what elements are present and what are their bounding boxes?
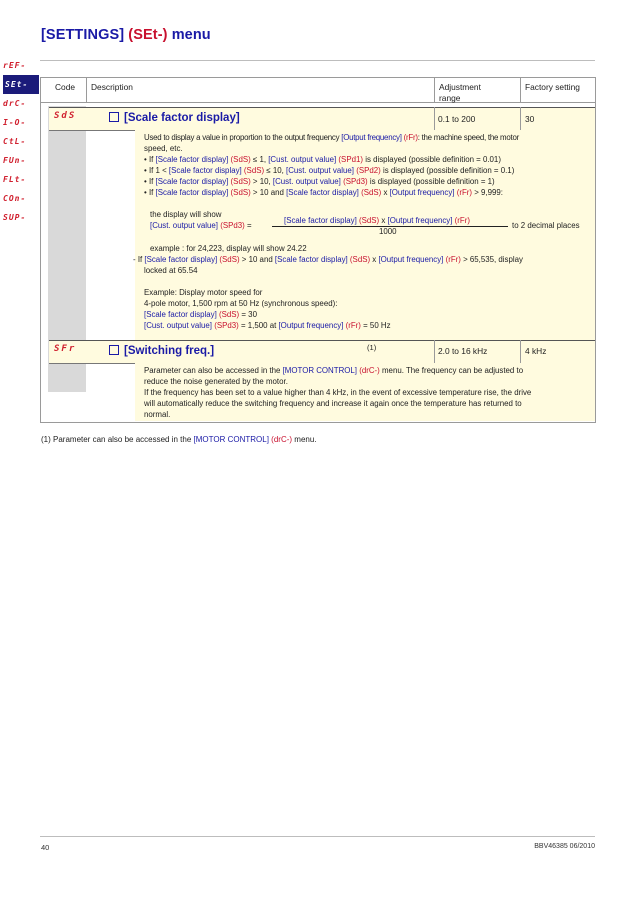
sfr-line2: reduce the noise generated by the motor. bbox=[144, 377, 288, 386]
col-factory: Factory setting bbox=[525, 82, 580, 92]
footnote: (1) Parameter can also be accessed in the [MOTOR CONTROL] (drC-) menu. bbox=[41, 435, 317, 444]
sds-formula-denominator: 1000 bbox=[379, 227, 397, 236]
side-tab-ctl[interactable]: CtL- bbox=[3, 137, 27, 146]
sds-bullet-5: - If [Scale factor display] (SdS) > 10 and [Scale factor display] (SdS) x [Output frequency] (rFr) > 65,535, display bbox=[133, 255, 523, 264]
checkbox-icon bbox=[109, 112, 119, 122]
checkbox-icon bbox=[109, 345, 119, 355]
col-divider bbox=[434, 78, 435, 102]
sds-ex-title: Example: Display motor speed for bbox=[144, 288, 263, 297]
side-tab-drc[interactable]: drC- bbox=[3, 99, 27, 108]
sds-bullet-5-cont: locked at 65.54 bbox=[144, 266, 198, 275]
col-divider bbox=[434, 340, 435, 363]
sfr-note-ref: (1) bbox=[367, 343, 377, 352]
sds-formula-right: to 2 decimal places bbox=[512, 221, 580, 230]
side-tab-ref[interactable]: rEF- bbox=[3, 61, 27, 70]
document-reference: BBV46385 06/2010 bbox=[534, 843, 595, 850]
sfr-line5: normal. bbox=[144, 410, 171, 419]
side-tab-con[interactable]: COn- bbox=[3, 194, 27, 203]
param-scale-factor-display[interactable]: [Scale factor display] bbox=[109, 112, 240, 124]
col-divider bbox=[520, 340, 521, 363]
sfr-line4: will automatically reduce the switching frequency and increase it again once the temperature has returned to bbox=[144, 399, 522, 408]
side-tab-set[interactable]: SEt- bbox=[3, 75, 39, 94]
page-number: 40 bbox=[41, 843, 50, 852]
footer-divider bbox=[40, 836, 595, 837]
col-code: Code bbox=[55, 82, 76, 92]
sds-ex-line4: [Cust. output value] (SPd3) = 1,500 at [Output frequency] (rFr) = 50 Hz bbox=[144, 321, 391, 330]
side-tab-flt[interactable]: FLt- bbox=[3, 175, 27, 184]
page-title: [SETTINGS] (SEt-) menu bbox=[41, 27, 211, 43]
sds-formula-lhs: [Cust. output value] (SPd3) = bbox=[150, 221, 252, 230]
parameter-table bbox=[40, 77, 596, 423]
code-sfr: SFr bbox=[54, 344, 77, 354]
sds-formula-numerator: [Scale factor display] (SdS) x [Output frequency] (rFr) bbox=[284, 216, 470, 225]
factory-sds: 30 bbox=[525, 114, 535, 124]
param-switching-freq[interactable]: [Switching freq.] bbox=[109, 345, 214, 357]
sds-bullet-1: • If [Scale factor display] (SdS) ≤ 1, [Cust. output value] (SPd1) is displayed (possible definition = 0.01) bbox=[144, 155, 501, 164]
side-tab-fun[interactable]: FUn- bbox=[3, 156, 27, 165]
sds-intro-line1: Used to display a value in proportion to the output frequency [Output frequency] (rFr): the machine speed, the motor bbox=[144, 133, 519, 142]
header-divider bbox=[40, 60, 595, 61]
col-divider bbox=[434, 107, 435, 130]
side-menu-tabs bbox=[3, 56, 39, 227]
sds-ex-line2: 4-pole motor, 1,500 rpm at 50 Hz (synchronous speed): bbox=[144, 299, 338, 308]
range-sfr: 2.0 to 16 kHz bbox=[438, 346, 488, 356]
col-description: Description bbox=[91, 82, 133, 92]
sds-bullet-3: • If [Scale factor display] (SdS) > 10, [Cust. output value] (SPd3) is displayed (possible definition = 1) bbox=[144, 177, 495, 186]
col-divider bbox=[520, 78, 521, 102]
sds-example-line: example : for 24,223, display will show 24.22 bbox=[150, 244, 307, 253]
range-sds: 0.1 to 200 bbox=[438, 114, 476, 124]
sfr-line1: Parameter can also be accessed in the [MOTOR CONTROL] (drC-) menu. The frequency can be adjusted to bbox=[144, 366, 524, 375]
side-tab-sup[interactable]: SUP- bbox=[3, 213, 27, 222]
table-header bbox=[41, 78, 595, 103]
col-divider bbox=[520, 107, 521, 130]
col-adjustment: Adjustment range bbox=[439, 82, 481, 103]
sds-intro-line2: speed, etc. bbox=[144, 144, 183, 153]
factory-sfr: 4 kHz bbox=[525, 346, 547, 356]
code-sds: SdS bbox=[54, 111, 77, 121]
sfr-line3: If the frequency has been set to a value higher than 4 kHz, in the event of excessive temperature rise, the drive bbox=[144, 388, 532, 397]
col-divider bbox=[86, 78, 87, 102]
sds-ex-line3: [Scale factor display] (SdS) = 30 bbox=[144, 310, 257, 319]
sds-formula-intro: the display will show bbox=[150, 210, 222, 219]
side-tab-io[interactable]: I-O- bbox=[3, 118, 27, 127]
sds-bullet-2: • If 1 < [Scale factor display] (SdS) ≤ 10, [Cust. output value] (SPd2) is displayed (possible definition = 0.1) bbox=[144, 166, 515, 175]
sds-bullet-4: • If [Scale factor display] (SdS) > 10 and [Scale factor display] (SdS) x [Output frequency] (rFr) > 9,999: bbox=[144, 188, 503, 197]
